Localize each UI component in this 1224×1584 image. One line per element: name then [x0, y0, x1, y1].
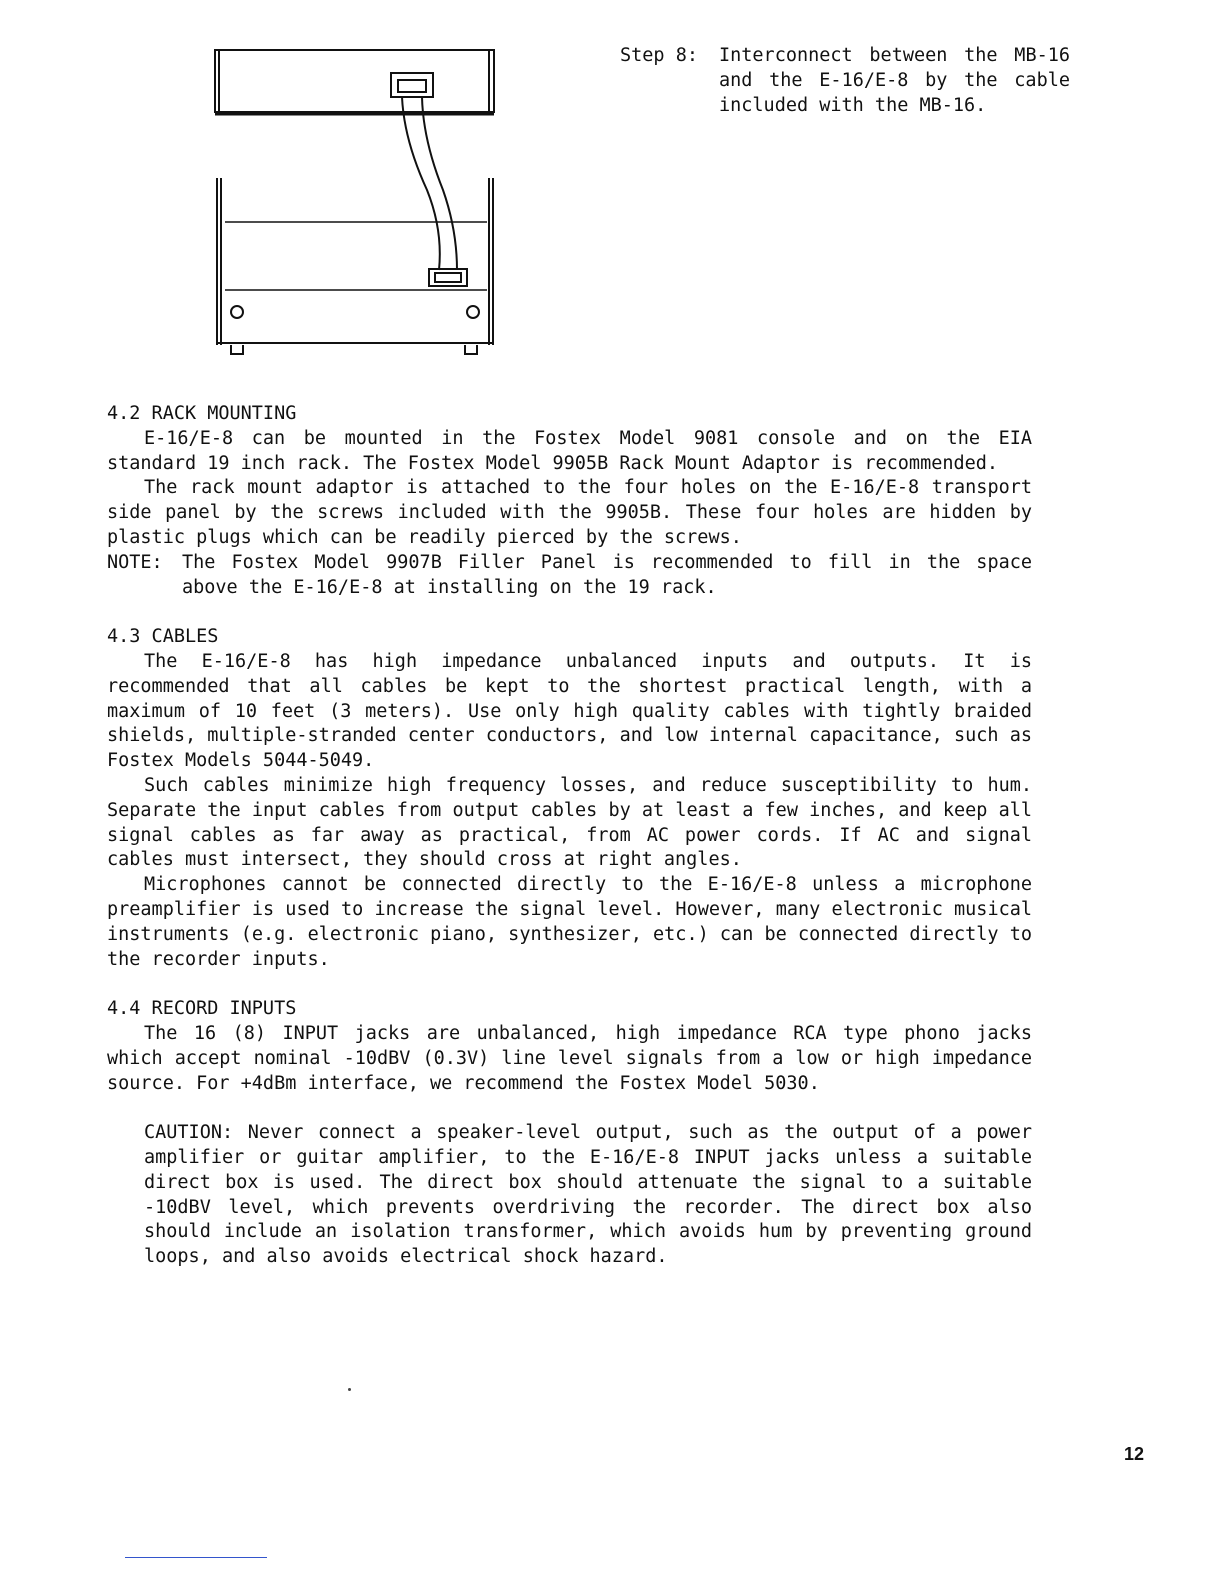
step-text: Interconnect between the MB-16 and the E-16/E-8 by the cable included with the MB-16.	[719, 45, 1070, 116]
manual-body	[107, 402, 1032, 1295]
section-heading: 4.2 RACK MOUNTING	[107, 403, 297, 424]
paragraph: The 16 (8) INPUT jacks are unbalanced, high impedance RCA type phono jacks which accept nominal -10dBV (0.3V) line level signals from a low or high impedance source. For +4dBm interface, we recommend the Fostex Model 5030.	[107, 1022, 1032, 1094]
paragraph: E-16/E-8 can be mounted in the Fostex Model 9081 console and on the EIA standard 19 inch rack. The Fostex Model 9905B Rack Mount Adaptor is recommended.	[107, 427, 1032, 474]
section-heading: 4.3 CABLES	[107, 626, 219, 648]
mb16-connector	[391, 73, 433, 97]
mb16-connection-diagram	[205, 40, 505, 360]
section-record-inputs	[107, 997, 1032, 1270]
step-8-instruction	[620, 44, 1070, 118]
left-hole-icon	[231, 306, 243, 318]
mb16-unit	[215, 50, 494, 114]
page-number: 12	[1123, 1444, 1144, 1464]
section-cables	[107, 625, 1032, 972]
caution-block: CAUTION: Never connect a speaker-level output, such as the output of a power amplifier or guitar amplifier, to the E-16/E-8 INPUT jacks unless a suitable direct box is used. The direct box should attenuate the signal to a suitable -10dBV level, which prevents overdriving the recorder. The direct box also should include an isolation transformer, which avoids hum by preventing ground loops, and also avoids electrical shock hazard.	[144, 1122, 1032, 1268]
step-label: Step 8:	[620, 45, 698, 66]
note-block	[107, 551, 1032, 601]
paragraph: The E-16/E-8 has high impedance unbalanced inputs and outputs. It is recommended that all cables be kept to the shortest practical length, with a maximum of 10 feet (3 meters). Use only high quality cables with tightly braided shields, multiple-stranded center conductors, and low internal capacitance, such as Fostex Models 5044-5049.	[107, 650, 1032, 772]
paragraph: The rack mount adaptor is attached to the four holes on the E-16/E-8 transport side panel by the screws included with the 9905B. These four holes are hidden by plastic plugs which can be readily pierced by the screws.	[107, 477, 1032, 548]
section-rack-mounting	[107, 402, 1032, 600]
note-label: NOTE:	[107, 551, 163, 573]
footer-rule	[125, 1557, 267, 1558]
ribbon-cable	[402, 97, 457, 270]
paragraph: Microphones cannot be connected directly to the E-16/E-8 unless a microphone preamplifier is used to increase the signal level. However, many electronic musical instruments (e.g. electronic piano, synthesizer, etc.) can be connected directly to the recorder inputs.	[107, 874, 1032, 970]
paragraph: Such cables minimize high frequency losses, and reduce susceptibility to hum. Separate the input cables from output cables by at least a few inches, and keep all signal cables as far away as practical, from AC power cords. If AC and signal cables must intersect, they should cross at right angles.	[107, 774, 1032, 871]
e16-connector	[429, 269, 467, 286]
note-text: The Fostex Model 9907B Filler Panel is recommended to fill in the space above the E-16/E-8 at installing on the 19 rack.	[182, 551, 1032, 598]
right-hole-icon	[467, 306, 479, 318]
right-foot	[465, 345, 477, 354]
left-foot	[231, 345, 243, 354]
e16-recorder-unit	[217, 178, 493, 354]
section-heading: 4.4 RECORD INPUTS	[107, 998, 297, 1020]
stray-dot	[348, 1388, 351, 1391]
